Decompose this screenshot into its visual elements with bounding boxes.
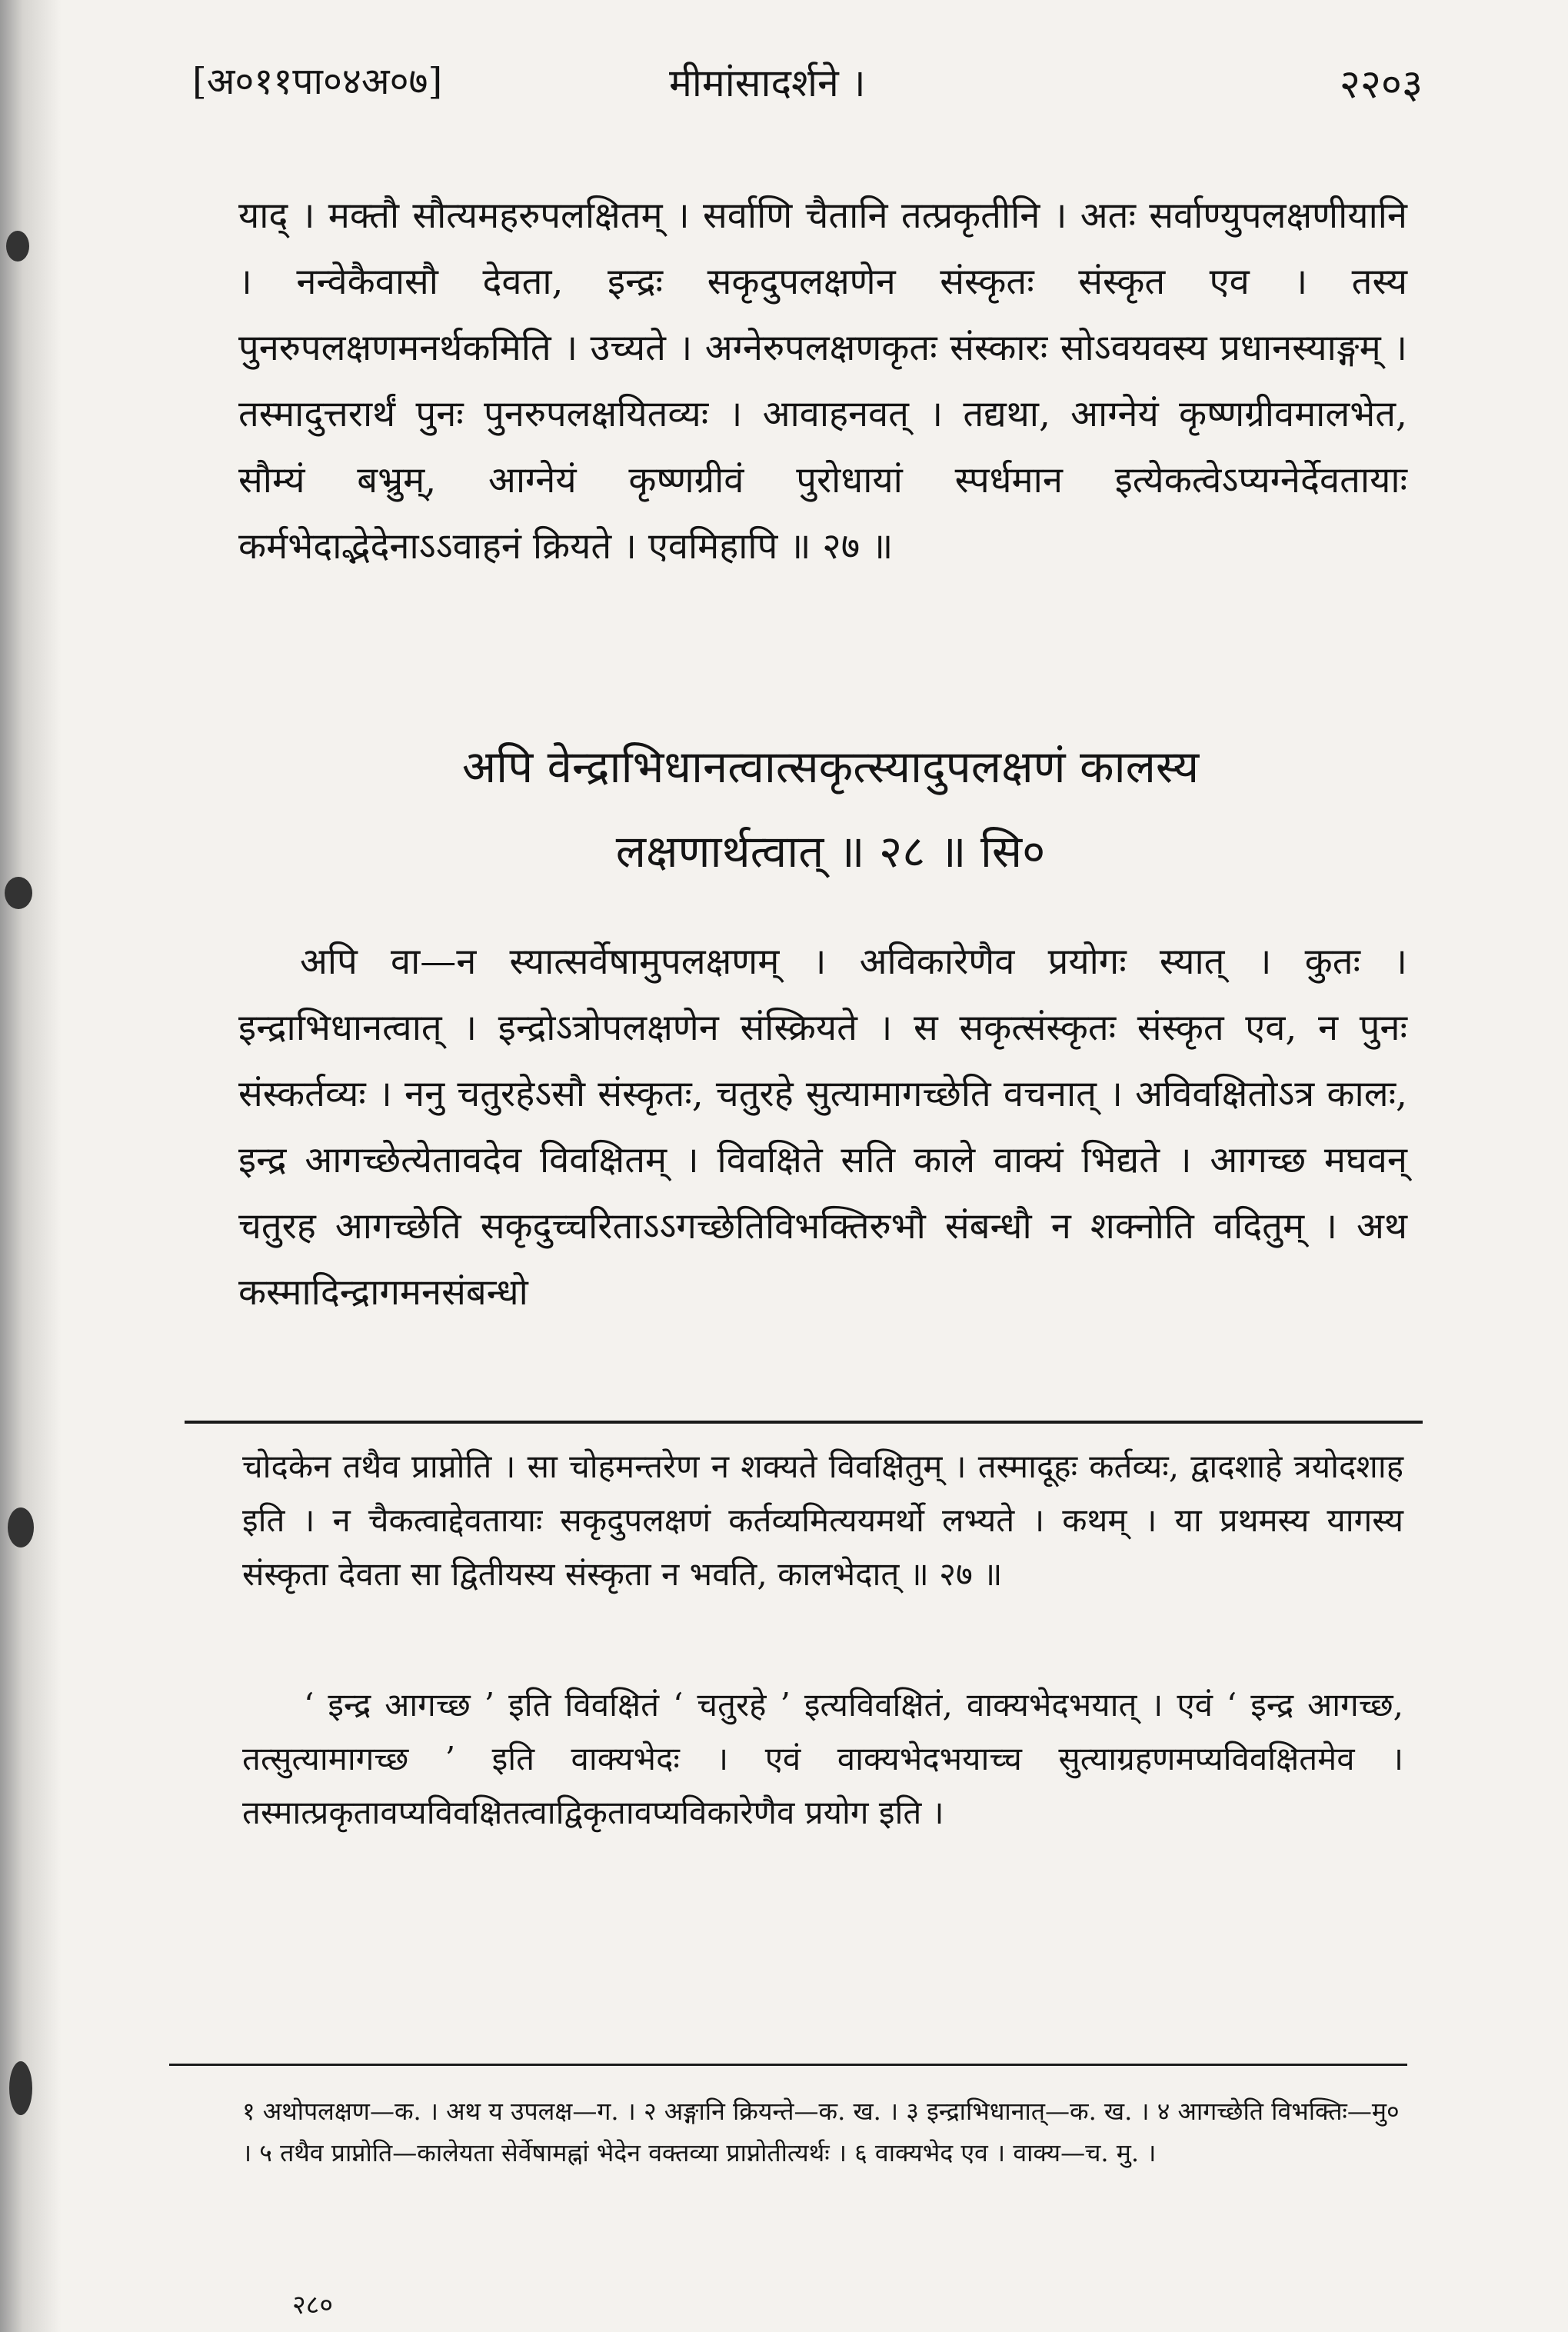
sutra-line-2: लक्षणार्थत्वात् ॥ २८ ॥ सि०	[615, 825, 1046, 878]
running-header	[192, 55, 1423, 125]
sutra-line-1: अपि वेन्द्राभिधानत्वात्सकृत्स्यादुपलक्षणं कालस्य	[461, 741, 1200, 793]
footnote-rule	[169, 2064, 1407, 2066]
ink-blot	[8, 1507, 34, 1547]
chapter-reference: [अ०११पा०४अ०७]	[192, 60, 443, 103]
ink-blot	[9, 2061, 32, 2115]
footnotes: १ अथोपलक्षण—क. । अथ य उपलक्ष—ग. । २ अङ्गानि क्रियन्ते—क. ख. । ३ इन्द्राभिधानात्—क. ख. । ४ आगच्छेति विभक्तिः—मु० । ५ तथैव प्राप्नोति—कालेयता सेर्वेषामह्नां भेदेन वक्तव्या प्राप्नोतीत्यर्थः । ६ वाक्यभेद एव । वाक्य—च. मु. ।	[242, 2097, 1400, 2167]
commentary-block-top	[238, 183, 1407, 580]
commentary-top-text: याद् । मक्तौ सौत्यमहरुपलक्षितम् । सर्वाणि चैतानि तत्प्रकृतीनि । अतः सर्वाण्युपलक्षणीयानि । नन्वेकैवासौ देवता, इन्द्रः सकृदुपलक्षणेन संस्कृतः संस्कृत एव । तस्य पुनरुपलक्षणमनर्थकमिति । उच्यते । अग्नेरुपलक्षणकृतः संस्कारः सोऽवयवस्य प्रधानस्याङ्गम् । तस्मादुत्तरार्थं पुनः पुनरुपलक्षयितव्यः । आवाहनवत् । तद्यथा, आग्नेयं कृष्णग्रीवमालभेत, सौम्यं बभ्रुम्, आग्नेयं कृष्णग्रीवं पुरोधायां स्पर्धमान इत्येकत्वेऽप्यग्नेर्देवतायाः कर्मभेदाद्भेदेनाऽऽवाहनं क्रियते । एवमिहापि ॥ २७ ॥	[238, 195, 1407, 568]
ink-blot	[6, 231, 29, 262]
book-title: मीमांसादर्शने ।	[669, 61, 866, 105]
ink-blot	[5, 877, 32, 909]
page-binding-edge	[0, 0, 62, 2332]
bottom-page-number: २८०	[292, 2290, 334, 2320]
page-number: २२०३	[1339, 62, 1423, 108]
sutra-heading	[292, 725, 1369, 894]
lower-commentary-2: ‘ इन्द्र आगच्छ ’ इति विवक्षितं ‘ चतुरहे ’ इत्यविवक्षितं, वाक्यभेदभयात् । एवं ‘ इन्द्र आगच्छ, तत्सुत्यामागच्छ ’ इति वाक्यभेदः । एवं वाक्यभेदभयाच्च सुत्याग्रहणमप्यविवक्षितमेव । तस्मात्प्रकृतावप्यविवक्षितत्वाद्विकृतावप्यविकारेणैव प्रयोग इति ।	[242, 1686, 1403, 1831]
lower-commentary-1: चोदकेन तथैव प्राप्नोति । सा चोहमन्तरेण न शक्यते विवक्षितुम् । तस्मादूहः कर्तव्यः, द्वादशाहे त्रयोदशाह इति । न चैकत्वाद्देवतायाः सकृदुपलक्षणं कर्तव्यमित्ययमर्थो लभ्यते । कथम् । या प्रथमस्य यागस्य संस्कृता देवता सा द्वितीयस्य संस्कृता न भवति, कालभेदात् ॥ २७ ॥	[242, 1448, 1403, 1593]
commentary-main-text: अपि वा—न स्यात्सर्वेषामुपलक्षणम् । अविकारेणैव प्रयोगः स्यात् । कुतः । इन्द्राभिधानत्वात् । इन्द्रोऽत्रोपलक्षणेन संस्क्रियते । स सकृत्संस्कृतः संस्कृत एव, न पुनः संस्कर्तव्यः । ननु चतुरहेऽसौ संस्कृतः, चतुरहे सुत्यामागच्छेति वचनात् । अविवक्षितोऽत्र कालः, इन्द्र आगच्छेत्येतावदेव विवक्षितम् । विवक्षिते सति काले वाक्यं भिद्यते । आगच्छ मघवन् चतुरह आगच्छेति सकृदुच्चरिताऽऽगच्छेतिविभक्तिरुभौ संबन्धौ न शक्नोति वदितुम् । अथ कस्मादिन्द्रागमनसंबन्धो	[238, 941, 1407, 1314]
separator-rule	[185, 1421, 1423, 1424]
commentary-block-main	[238, 929, 1407, 1326]
